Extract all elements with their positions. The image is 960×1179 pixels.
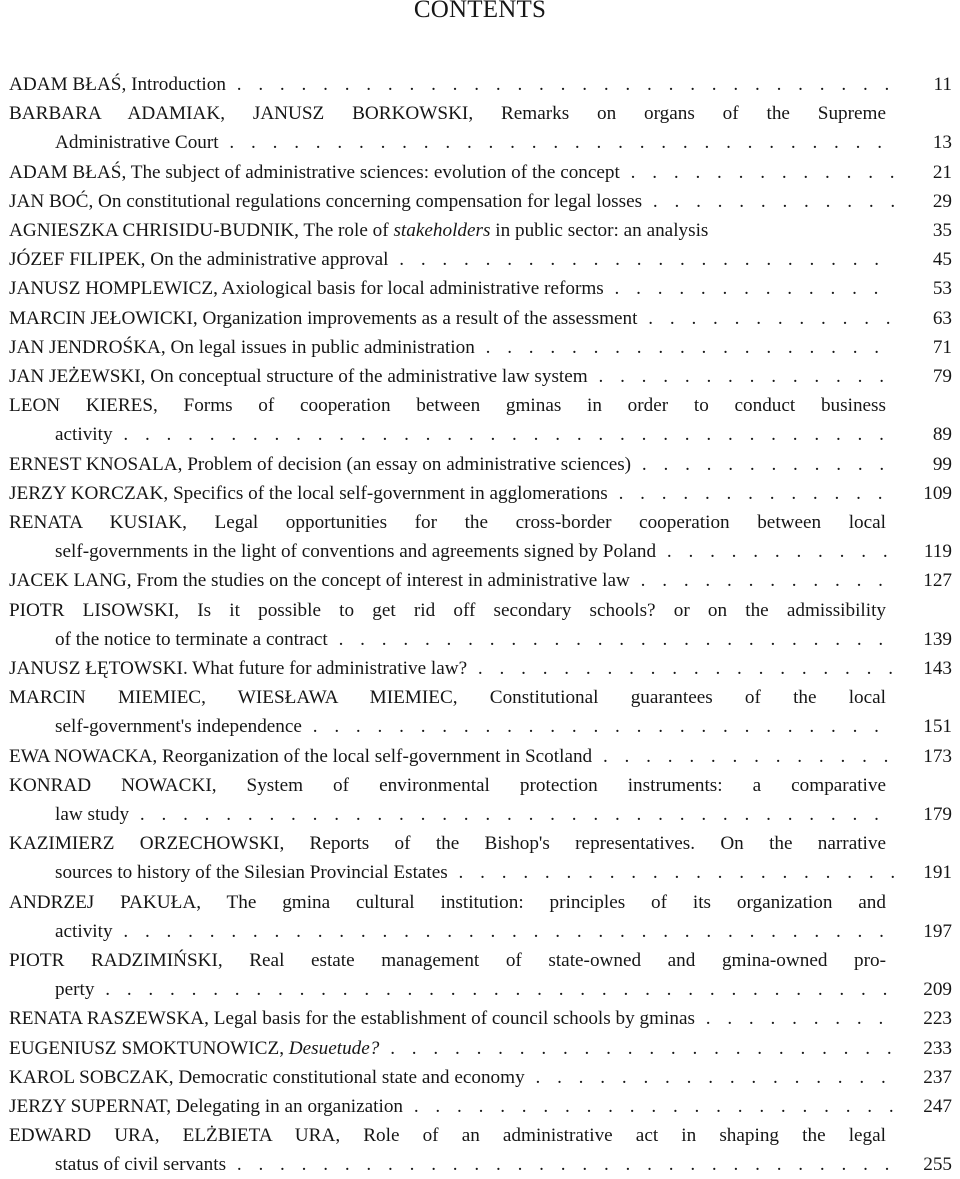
entry-author: JERZY SUPERNAT bbox=[9, 1096, 167, 1117]
entry-author: ANDRZEJ PAKUŁA bbox=[9, 891, 197, 913]
page-title: CONTENTS bbox=[413, 0, 547, 23]
entry-title: in public sector: an analysis bbox=[490, 220, 709, 241]
toc-entry-line bbox=[55, 800, 894, 829]
entry-author: EUGENIUSZ SMOKTUNOWICZ bbox=[9, 1037, 280, 1059]
toc-entry-line bbox=[9, 1034, 894, 1063]
entry-author: AGNIESZKA CHRISIDU-BUDNIK bbox=[9, 220, 295, 241]
toc-entry-line bbox=[55, 917, 894, 946]
entry-title: , Reports of the Bishop's representatives. On the narrative bbox=[279, 833, 886, 855]
entry-page-number: 119 bbox=[923, 541, 952, 563]
toc-entry-line bbox=[9, 1063, 894, 1092]
entry-title: Administrative Court bbox=[55, 132, 219, 154]
entry-page-number: 29 bbox=[932, 190, 952, 212]
entry-page-number: 35 bbox=[932, 220, 952, 241]
toc-entry-line bbox=[9, 771, 886, 800]
toc-entry-line bbox=[9, 216, 886, 245]
entry-title: , From the studies on the concept of interest in administrative law bbox=[126, 570, 630, 592]
toc-entry-line bbox=[9, 187, 894, 216]
entry-page-number: 173 bbox=[923, 745, 952, 767]
entry-page-number: 53 bbox=[932, 278, 952, 300]
entry-author: BARBARA ADAMIAK, JANUSZ BORKOWSKI bbox=[9, 103, 469, 125]
entry-title: law study bbox=[55, 804, 130, 825]
entry-page-number: 209 bbox=[923, 979, 952, 1001]
toc-entry-line bbox=[55, 420, 894, 449]
entry-title: , Problem of decision (an essay on administrative sciences) bbox=[177, 453, 632, 475]
entry-page-number: 109 bbox=[923, 482, 952, 504]
entry-title: , Reorganization of the local self-government in Scotland bbox=[152, 745, 593, 767]
entry-page-number: 151 bbox=[923, 716, 952, 738]
entry-author: PIOTR RADZIMIŃSKI bbox=[9, 950, 218, 971]
toc-entry-line bbox=[9, 946, 886, 975]
entry-title-italic: Desuetude? bbox=[288, 1037, 380, 1059]
entry-title: activity bbox=[55, 424, 113, 446]
entry-author: ADAM BŁAŚ bbox=[9, 161, 122, 183]
toc-entry-line bbox=[55, 128, 894, 157]
entry-page-number: 143 bbox=[923, 658, 952, 679]
entry-author: EWA NOWACKA bbox=[9, 745, 153, 767]
toc-entry-line bbox=[9, 479, 894, 508]
entry-title: , The subject of administrative sciences: evolution of the concept bbox=[121, 161, 620, 183]
toc-entry-line bbox=[9, 829, 886, 858]
entry-title: , Real estate management of state-owned and gmina-owned pro- bbox=[217, 950, 886, 971]
entry-page-number: 179 bbox=[923, 804, 952, 825]
entry-title: , The role of bbox=[294, 220, 394, 241]
toc-entry-line bbox=[9, 450, 894, 479]
toc-entry-line bbox=[9, 158, 894, 187]
entry-author: JANUSZ ŁĘTOWSKI bbox=[9, 658, 183, 679]
toc-entry-line bbox=[9, 1004, 894, 1033]
entry-author: JERZY KORCZAK bbox=[9, 482, 164, 504]
entry-title: self-governments in the light of conventions and agreements signed by Poland bbox=[55, 541, 657, 563]
toc-entry-line bbox=[9, 742, 894, 771]
entry-author: JANUSZ HOMPLEWICZ bbox=[9, 278, 214, 300]
entry-title: , Role of an administrative act in shaping the legal bbox=[335, 1125, 886, 1147]
entry-page-number: 79 bbox=[932, 366, 952, 387]
entry-title: , Introduction bbox=[121, 74, 226, 95]
entry-title: status of civil servants bbox=[55, 1154, 227, 1176]
toc-entry-line bbox=[9, 70, 894, 99]
toc-entry-line bbox=[9, 508, 886, 537]
entry-page-number: 197 bbox=[923, 920, 952, 942]
entry-page-number: 71 bbox=[932, 336, 952, 358]
entry-author: RENATA KUSIAK bbox=[9, 512, 183, 533]
entry-title: , The gmina cultural institution: principles of its organization and bbox=[196, 891, 886, 913]
entry-page-number: 99 bbox=[932, 453, 952, 475]
entry-title: , Legal basis for the establishment of council schools by gminas bbox=[204, 1008, 695, 1030]
entry-author: MARCIN MIEMIEC, WIESŁAWA MIEMIEC bbox=[9, 687, 453, 709]
entry-title: , Organization improvements as a result of the assessment bbox=[192, 307, 638, 329]
entry-page-number: 139 bbox=[923, 628, 952, 650]
entry-author: ERNEST KNOSALA bbox=[9, 453, 178, 475]
entry-page-number: 13 bbox=[932, 132, 952, 154]
entry-author: JACEK LANG bbox=[9, 570, 127, 592]
toc-entry-line bbox=[9, 333, 894, 362]
entry-page-number: 127 bbox=[923, 570, 952, 592]
toc-entry-line bbox=[9, 245, 894, 274]
entry-page-number: 63 bbox=[932, 307, 952, 329]
toc-entry-line bbox=[9, 654, 894, 683]
entry-page-number: 21 bbox=[932, 161, 952, 183]
entry-title: . What future for administrative law? bbox=[182, 658, 468, 679]
toc-entry-line bbox=[9, 566, 894, 595]
entry-author: KAZIMIERZ ORZECHOWSKI bbox=[9, 833, 280, 855]
entry-title: perty bbox=[55, 979, 95, 1001]
toc-entry-line bbox=[55, 625, 894, 654]
entry-title: activity bbox=[55, 920, 113, 942]
entry-page-number: 191 bbox=[923, 862, 952, 884]
entry-title: , On the administrative approval bbox=[140, 249, 389, 271]
toc-entry-line bbox=[9, 99, 886, 128]
entry-title: , bbox=[279, 1037, 289, 1059]
entry-author: RENATA RASZEWSKA bbox=[9, 1008, 205, 1030]
entry-title: , Specifics of the local self-government in agglomerations bbox=[163, 482, 608, 504]
entry-page-number: 255 bbox=[923, 1154, 952, 1176]
entry-page-number: 89 bbox=[932, 424, 952, 446]
entry-title: of the notice to terminate a contract bbox=[55, 628, 328, 650]
entry-title-italic: stakeholders bbox=[393, 220, 491, 241]
toc-entry-line bbox=[9, 304, 894, 333]
entry-author: ADAM BŁAŚ bbox=[9, 74, 122, 95]
toc-entry-line bbox=[9, 888, 886, 917]
entry-author: PIOTR LISOWSKI bbox=[9, 599, 175, 621]
entry-title: , Constitutional guarantees of the local bbox=[452, 687, 886, 709]
entry-title: sources to history of the Silesian Provincial Estates bbox=[55, 862, 448, 884]
entry-author: MARCIN JEŁOWICKI bbox=[9, 307, 193, 329]
entry-author: KAROL SOBCZAK bbox=[9, 1066, 169, 1088]
entry-title: , Is it possible to get rid off secondary schools? or on the admissibility bbox=[174, 599, 886, 621]
toc-entry-line bbox=[9, 1121, 886, 1150]
entry-title: , On legal issues in public administration bbox=[160, 336, 475, 358]
toc-entry-line bbox=[9, 1092, 894, 1121]
entry-title: self-government's independence bbox=[55, 716, 302, 738]
entry-title: , Democratic constitutional state and economy bbox=[168, 1066, 525, 1088]
entry-title: , System of environmental protection instruments: a comparative bbox=[211, 774, 886, 796]
entry-title: , Forms of cooperation between gminas in order to conduct business bbox=[153, 395, 886, 417]
entry-title: , Remarks on organs of the Supreme bbox=[468, 103, 886, 125]
entry-title: , Axiological basis for local administrative reforms bbox=[213, 278, 604, 300]
toc-entry-line bbox=[9, 596, 886, 625]
entry-page-number: 237 bbox=[923, 1066, 952, 1088]
entry-author: KONRAD NOWACKI bbox=[9, 774, 212, 796]
toc-entry-line bbox=[9, 274, 894, 303]
toc-entry-line bbox=[55, 537, 894, 566]
entry-author: JAN BOĆ bbox=[9, 190, 89, 212]
entry-page-number: 233 bbox=[923, 1037, 952, 1059]
entry-title: , Delegating in an organization bbox=[166, 1096, 404, 1117]
entry-author: JÓZEF FILIPEK bbox=[9, 249, 141, 271]
toc-entry-line bbox=[9, 683, 886, 712]
entry-title: , Legal opportunities for the cross-border cooperation between local bbox=[182, 512, 886, 533]
entry-page-number: 247 bbox=[923, 1096, 952, 1117]
toc-entry-line bbox=[9, 391, 886, 420]
entry-author: LEON KIERES bbox=[9, 395, 154, 417]
entry-title: , On conceptual structure of the administrative law system bbox=[140, 366, 588, 387]
entry-page-number: 223 bbox=[923, 1008, 952, 1030]
toc-entry-line bbox=[55, 1150, 894, 1179]
toc-entry-line bbox=[55, 858, 894, 887]
toc-entry-line bbox=[9, 362, 894, 391]
entry-title: , On constitutional regulations concerning compensation for legal losses bbox=[88, 190, 643, 212]
entry-author: JAN JENDROŚKA bbox=[9, 336, 161, 358]
toc-entry-line bbox=[55, 712, 894, 741]
entry-page-number: 11 bbox=[933, 74, 952, 95]
entry-author: JAN JEŻEWSKI bbox=[9, 366, 141, 387]
toc-entry-line bbox=[55, 975, 894, 1004]
entry-page-number: 45 bbox=[932, 249, 952, 271]
entry-author: EDWARD URA, ELŻBIETA URA bbox=[9, 1125, 336, 1147]
